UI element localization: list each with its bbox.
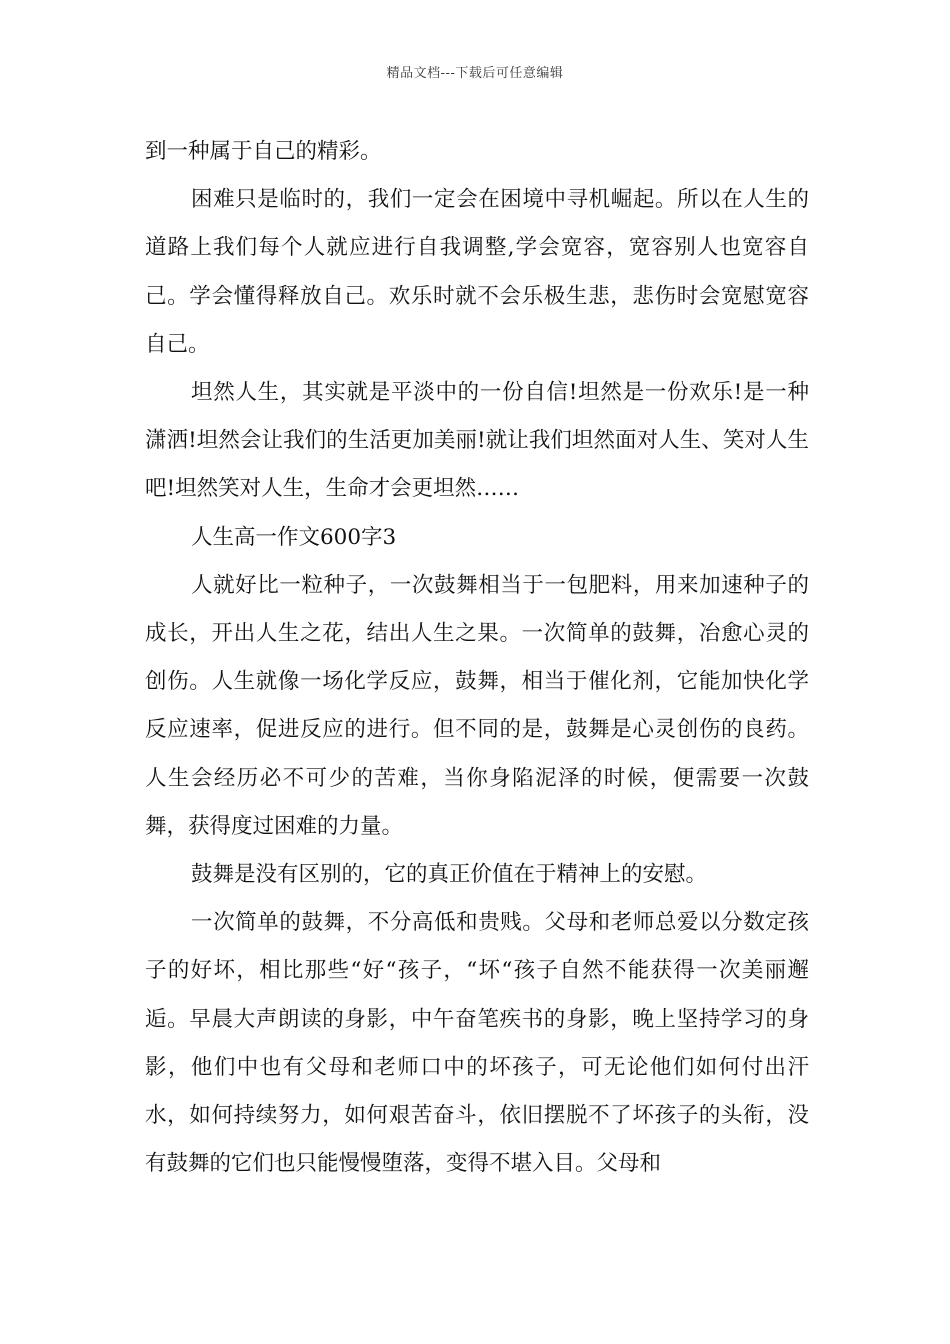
document-body bbox=[145, 128, 809, 1188]
paragraph: 一次简单的鼓舞，不分高低和贵贱。父母和老师总爱以分数定孩子的好坏，相比那些“好“孩子，“坏“孩子自然不能获得一次美丽邂逅。早晨大声朗读的身影，中午奋笔疾书的身影，晚上坚持学习的身影，他们中也有父母和老师口中的坏孩子，可无论他们如何付出汗水，如何持续努力，如何艰苦奋斗，依旧摆脱不了坏孩子的头衔，没有鼓舞的它们也只能慢慢堕落，变得不堪入目。父母和 bbox=[145, 910, 809, 1177]
paragraph: 鼓舞是没有区别的，它的真正价值在于精神上的安慰。 bbox=[191, 862, 708, 888]
section-heading: 人生高一作文600字3 bbox=[191, 524, 397, 550]
paragraph: 困难只是临时的，我们一定会在困境中寻机崛起。所以在人生的道路上我们每个人就应进行自我调整,学会宽容，宽容别人也宽容自己。学会懂得释放自己。欢乐时就不会乐极生悲，悲伤时会宽慰宽容自己。 bbox=[145, 187, 809, 357]
page-header: 精品文档---下载后可任意编辑 bbox=[386, 66, 564, 81]
paragraph: 坦然人生，其实就是平淡中的一份自信!坦然是一份欢乐!是一种潇洒!坦然会让我们的生活更加美丽!就让我们坦然面对人生、笑对人生吧!坦然笑对人生，生命才会更坦然…… bbox=[145, 380, 809, 502]
paragraph: 到一种属于自己的精彩。 bbox=[145, 139, 382, 164]
paragraph: 人就好比一粒种子，一次鼓舞相当于一包肥料，用来加速种子的成长，开出人生之花，结出人生之果。一次简单的鼓舞，冶愈心灵的创伤。人生就像一场化学反应，鼓舞，相当于催化剂，它能加快化学反应速率，促进反应的进行。但不同的是，鼓舞是心灵创伤的良药。人生会经历必不可少的苦难，当你身陷泥泽的时候，便需要一次鼓舞，获得度过困难的力量。 bbox=[145, 572, 809, 839]
